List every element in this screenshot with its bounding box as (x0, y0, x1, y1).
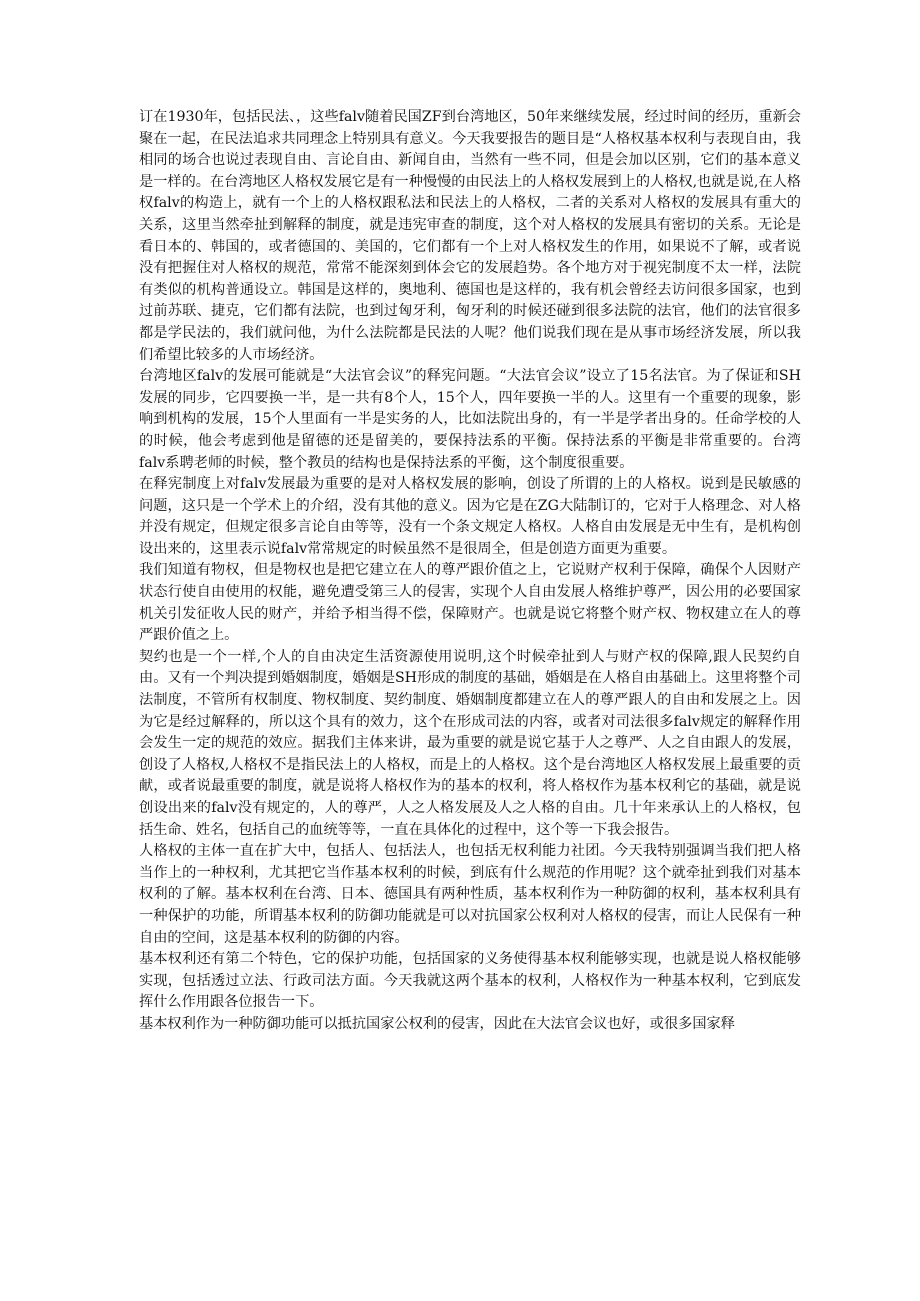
paragraph-8: 基本权利作为一种防御功能可以抵抗国家公权利的侵害，因此在大法官会议也好，或很多国家释 (139, 1015, 735, 1032)
paragraph-4: 我们知道有物权，但是物权也是把它建立在人的尊严跟价值之上，它说财产权利于保障，确保个人因财产状态行使自由使用的权能，避免遭受第三人的侵害，实现个人自由发展人格维护尊严，因公用的必要国家机关引发征收人民的财产，并给予相当得不偿，保障财产。也就是说它将整个财产权、物权建立在人的尊严跟价值之上。 (139, 562, 801, 644)
paragraph-3: 在释宪制度上对falv发展最为重要的是对人格权发展的影响，创设了所谓的上的人格权。说到是民敏感的问题，这只是一个学术上的介绍，没有其他的意义。因为它是在ZG大陆制订的，它对于人格理念、对人格并没有规定，但规定很多言论自由等等，没有一个条文规定人格权。人格自由发展是无中生有，是机构创设出来的，这里表示说falv常常规定的时候虽然不是很周全，但是创造方面更为重要。 (139, 476, 801, 557)
paragraph-2: 台湾地区falv的发展可能就是“大法官会议”的释宪问题。“大法官会议”设立了15名法官。为了保证和SH发展的同步，它四要换一半，是一共有8个人，15个人，四年要换一半的人。这里有一个重要的现象，影响到机构的发展，15个人里面有一半是实务的人，比如法院出身的，有一半是学者出身的。任命学校的人的时候，他会考虑到他是留德的还是留美的，要保持法系的平衡。保持法系的平衡是非常重要的。台湾falv系聘老师的时候，整个教员的结构也是保持法系的平衡，这个制度很重要。 (139, 368, 801, 471)
paragraph-5: 契约也是一个一样,个人的自由决定生活资源使用说明,这个时候牵扯到人与财产权的保障,跟人民契约自由。又有一个判决提到婚姻制度，婚姻是SH形成的制度的基础，婚姻是在人格自由基础上。这里将整个司法制度，不管所有权制度、物权制度、契约制度、婚姻制度都建立在人的尊严跟人的自由和发展之上。因为它是经过解释的，所以这个具有的效力，这个在形成司法的内容，或者对司法很多falv规定的解释作用会发生一定的规范的效应。据我们主体来讲，最为重要的就是说它基于人之尊严、人之自由跟人的发展，创设了人格权,人格权不是指民法上的人格权，而是上的人格权。这个是台湾地区人格权发展上最重要的贡献，或者说最重要的制度，就是说将人格权作为的基本的权利，将人格权作为基本权利它的基础，就是说创设出来的falv没有规定的，人的尊严，人之人格发展及人之人格的自由。几十年来承认上的人格权，包括生命、姓名，包括自己的血统等等，一直在具体化的过程中，这个等一下我会报告。 (139, 648, 801, 838)
paragraph-6: 人格权的主体一直在扩大中，包括人、包括法人，也包括无权利能力社团。今天我特别强调当我们把人格当作上的一种权利，尤其把它当作基本权利的时候，到底有什么规范的作用呢？这个就牵扯到我们对基本权利的了解。基本权利在台湾、日本、德国具有两种性质，基本权利作为一种防御的权利，基本权利具有一种保护的功能，所谓基本权利的防御功能就是可以对抗国家公权利对人格权的侵害，而让人民保有一种自由的空间，这是基本权利的防御的内容。 (139, 843, 801, 946)
paragraph-7: 基本权利还有第二个特色，它的保护功能，包括国家的义务使得基本权利能够实现，也就是说人格权能够实现，包括透过立法、行政司法方面。今天我就这两个基本的权利，人格权作为一种基本权利，它到底发挥什么作用跟各位报告一下。 (139, 951, 801, 1011)
document-body (139, 107, 801, 1036)
paragraph-1: 订在1930年，包括民法、，这些falv随着民国ZF到台湾地区，50年来继续发展，经过时间的经历，重新会聚在一起，在民法追求共同理念上特别具有意义。今天我要报告的题目是“人格权基本权利与表现自由，我相同的场合也说过表现自由、言论自由、新闻自由，当然有一些不同，但是会加以区别，它们的基本意义是一样的。在台湾地区人格权发展它是有一种慢慢的由民法上的人格权发展到上的人格权,也就是说,在人格权falv的构造上，就有一个上的人格权跟私法和民法上的人格权，二者的关系对人格权的发展具有重大的关系，这里当然牵扯到解释的制度，就是违宪审查的制度，这个对人格权的发展具有密切的关系。无论是看日本的、韩国的，或者德国的、美国的，它们都有一个上对人格权发生的作用，如果说不了解，或者说没有把握住对人格权的规范，常常不能深刻到体会它的发展趋势。各个地方对于视宪制度不太一样，法院有类似的机构普通设立。韩国是这样的，奥地利、德国也是这样的，我有机会曾经去访问很多国家，也到过前苏联、捷克，它们都有法院，也到过匈牙利，匈牙利的时候还碰到很多法院的法官，他们的法官很多都是学民法的，我们就问他，为什么法院都是民法的人呢？他们说我们现在是从事市场经济发展，所以我们希望比较多的人市场经济。 (139, 109, 801, 363)
